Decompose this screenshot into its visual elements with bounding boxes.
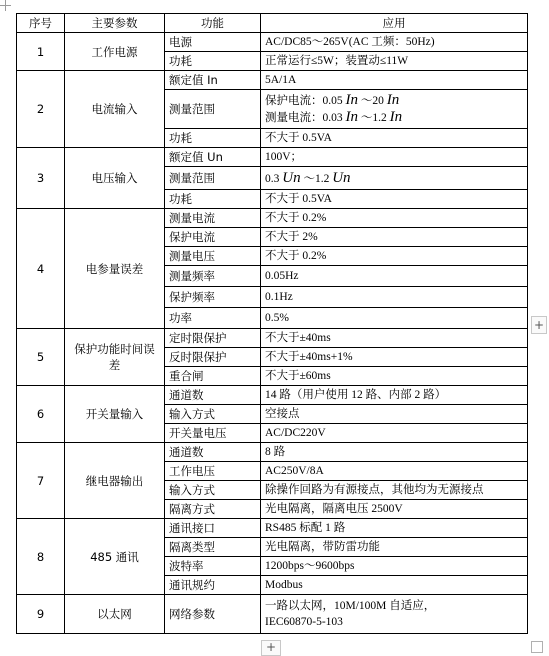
table-row: [17, 519, 528, 538]
table-row: [17, 33, 528, 52]
param-name: 工作电源: [65, 33, 165, 71]
table-row: [17, 386, 528, 405]
math-symbol: In: [386, 92, 400, 108]
add-row-button[interactable]: +: [261, 640, 281, 656]
func-cell: 功耗: [165, 129, 261, 148]
app-cell: AC/DC220V: [261, 424, 528, 443]
app-cell: 不大于 0.2%: [261, 247, 528, 266]
func-cell: 额定值 Un: [165, 148, 261, 167]
table-row: [17, 148, 528, 167]
add-column-button[interactable]: +: [531, 316, 547, 334]
func-cell: 测量电流: [165, 209, 261, 228]
table-row: [17, 209, 528, 228]
header-param: 主要参数: [65, 14, 165, 33]
func-cell: 测量电压: [165, 247, 261, 266]
func-cell: 输入方式: [165, 481, 261, 500]
row-number: 3: [17, 148, 65, 209]
app-cell: 0.3 Un ～1.2 Un: [261, 167, 528, 190]
header-row: [17, 14, 528, 33]
app-cell: 不大于 0.2%: [261, 209, 528, 228]
header-seq: 序号: [17, 14, 65, 33]
app-cell: 除操作回路为有源接点，其他均为无源接点: [261, 481, 528, 500]
header-app: 应用: [261, 14, 528, 33]
func-cell: 隔离类型: [165, 538, 261, 557]
row-number: 4: [17, 209, 65, 329]
app-cell: 不大于±40ms+1%: [261, 348, 528, 367]
app-cell-two-line: [261, 90, 528, 129]
app-cell: 0.5%: [261, 308, 528, 329]
func-cell: 开关量电压: [165, 424, 261, 443]
app-cell: 光电隔离，带防雷功能: [261, 538, 528, 557]
func-cell: 电源: [165, 33, 261, 52]
spec-table: [16, 13, 528, 634]
row-number: 8: [17, 519, 65, 595]
math-symbol: Un: [282, 169, 301, 186]
app-cell: 不大于 0.5VA: [261, 129, 528, 148]
table-row: [17, 443, 528, 462]
app-line: 测量电流：0.03 In ～1.2 In: [265, 109, 403, 125]
app-cell: 100V；: [261, 148, 528, 167]
app-cell: 光电隔离，隔离电压 2500V: [261, 500, 528, 519]
func-cell: 输入方式: [165, 405, 261, 424]
row-number: 9: [17, 595, 65, 634]
param-name: 电参量误差: [65, 209, 165, 329]
math-symbol: In: [345, 109, 358, 125]
func-cell: 工作电压: [165, 462, 261, 481]
math-symbol: In: [345, 92, 358, 108]
header-func: 功能: [165, 14, 261, 33]
app-cell: Modbus: [261, 576, 528, 595]
app-cell: 不大于 0.5VA: [261, 190, 528, 209]
func-cell: 功耗: [165, 52, 261, 71]
func-cell: 网络参数: [165, 595, 261, 634]
func-cell: 测量范围: [165, 90, 261, 129]
row-number: 5: [17, 329, 65, 386]
param-name: 继电器输出: [65, 443, 165, 519]
func-cell: 测量范围: [165, 167, 261, 190]
row-number: 1: [17, 33, 65, 71]
func-cell: 通道数: [165, 386, 261, 405]
table-resize-handle[interactable]: [531, 641, 543, 653]
row-number: 6: [17, 386, 65, 443]
app-cell: 不大于±60ms: [261, 367, 528, 386]
app-cell: AC250V/8A: [261, 462, 528, 481]
func-cell: 通讯规约: [165, 576, 261, 595]
app-cell: AC/DC85～265V(AC 工频：50Hz): [261, 33, 528, 52]
func-cell: 隔离方式: [165, 500, 261, 519]
func-cell: 功率: [165, 308, 261, 329]
func-cell: 额定值 In: [165, 71, 261, 90]
app-cell: 不大于 2%: [261, 228, 528, 247]
app-cell: 14 路（用户使用 12 路、内部 2 路）: [261, 386, 528, 405]
app-cell: 0.05Hz: [261, 266, 528, 287]
func-cell: 波特率: [165, 557, 261, 576]
func-cell: 反时限保护: [165, 348, 261, 367]
app-line: IEC60870-5-103: [265, 616, 343, 628]
app-line: 保护电流：0.05 In ～20 In: [265, 92, 400, 108]
app-cell: 空接点: [261, 405, 528, 424]
table-row: [17, 71, 528, 90]
app-cell: 5A/1A: [261, 71, 528, 90]
func-cell: 通道数: [165, 443, 261, 462]
app-cell: 0.1Hz: [261, 287, 528, 308]
app-cell: RS485 标配 1 路: [261, 519, 528, 538]
row-number: 7: [17, 443, 65, 519]
table-row: [17, 329, 528, 348]
func-cell: 重合闸: [165, 367, 261, 386]
app-cell-two-line: [261, 595, 528, 634]
func-cell: 保护电流: [165, 228, 261, 247]
param-name: 485 通讯: [65, 519, 165, 595]
app-cell: 不大于±40ms: [261, 329, 528, 348]
param-name: 电流输入: [65, 71, 165, 148]
math-symbol: In: [389, 109, 403, 125]
row-number: 2: [17, 71, 65, 148]
param-name: 保护功能时间误差: [65, 329, 165, 386]
app-line: 一路以太网，10M/100M 自适应，: [265, 600, 436, 612]
math-symbol: Un: [332, 169, 351, 186]
app-cell: 正常运行≤5W；装置动≤11W: [261, 52, 528, 71]
app-cell: 8 路: [261, 443, 528, 462]
table-row: [17, 595, 528, 634]
param-name: 电压输入: [65, 148, 165, 209]
app-cell: 1200bps～9600bps: [261, 557, 528, 576]
param-name: 以太网: [65, 595, 165, 634]
param-name: 开关量输入: [65, 386, 165, 443]
func-cell: 保护频率: [165, 287, 261, 308]
func-cell: 通讯接口: [165, 519, 261, 538]
func-cell: 功耗: [165, 190, 261, 209]
func-cell: 测量频率: [165, 266, 261, 287]
func-cell: 定时限保护: [165, 329, 261, 348]
page-corner-mark: [0, 0, 12, 12]
